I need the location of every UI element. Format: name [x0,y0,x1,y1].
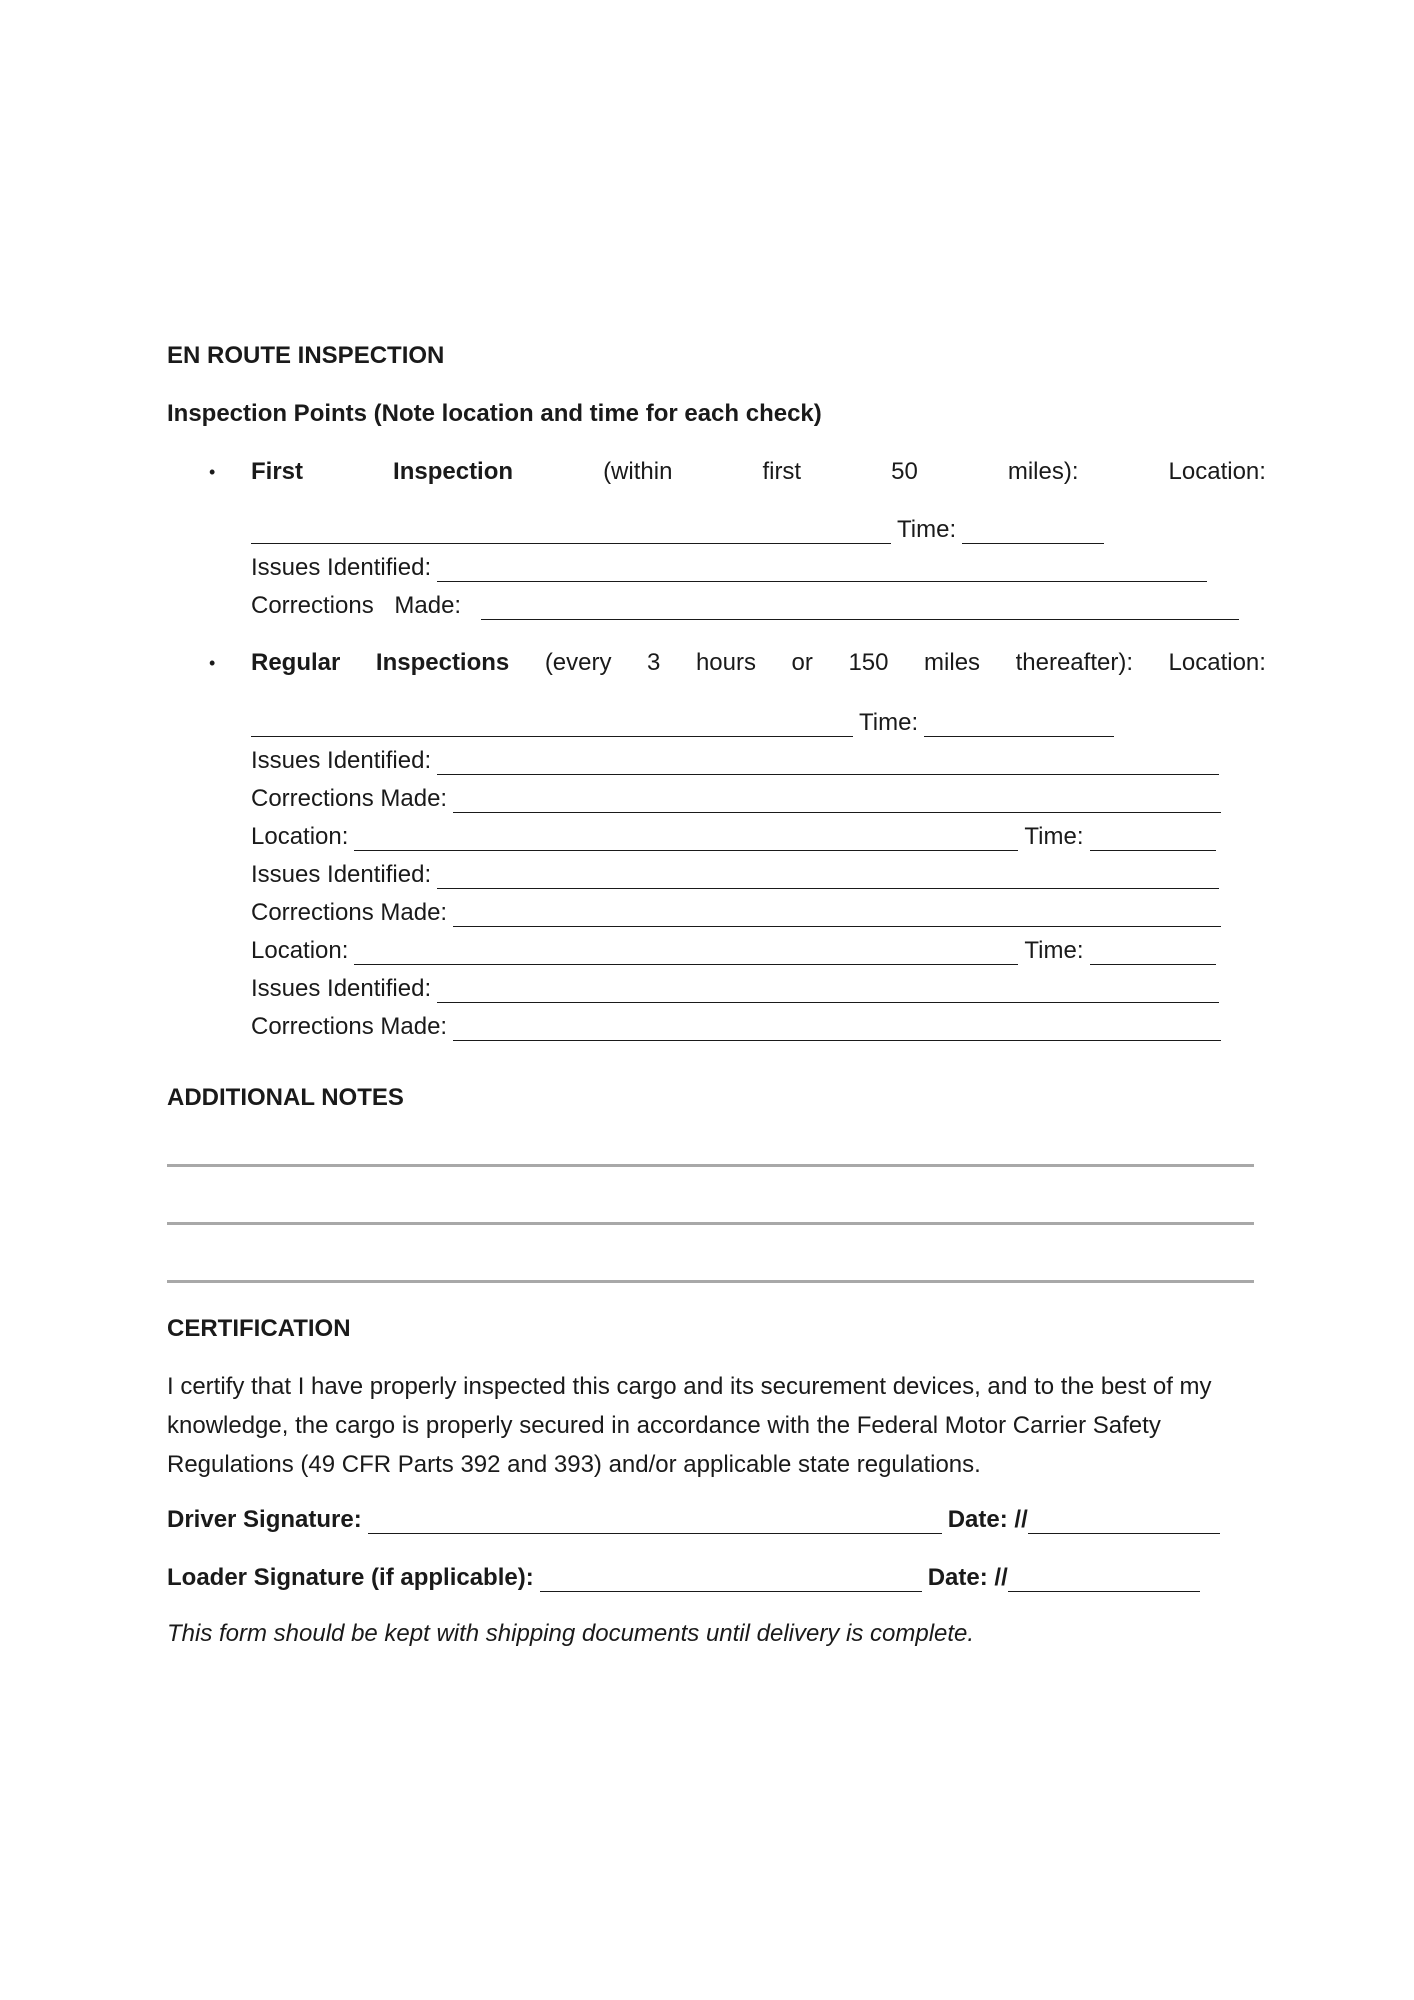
first-time-field[interactable] [962,521,1104,544]
regular-time-field-3[interactable] [1090,942,1216,965]
regular-location-field-2[interactable] [354,828,1018,851]
first-issues-label: Issues Identified: [251,554,432,581]
regular-time-field-2[interactable] [1090,828,1216,851]
first-word-6: miles): [1007,458,1079,485]
regular-corrections-field-3[interactable] [453,1018,1221,1041]
regular-location-row-2 [251,823,1222,851]
first-word-1: First [251,458,304,485]
first-inspection-heading [251,458,1266,486]
regular-word-4: 3 [647,649,661,676]
regular-word-2: Inspections [375,649,510,676]
regular-corrections-label-1: Corrections Made: [251,785,448,812]
section-title-certification: CERTIFICATION [167,1315,351,1342]
regular-word-5: hours [695,649,756,676]
first-word-2: Inspection [393,458,514,485]
regular-corrections-row-3 [251,1013,1227,1041]
first-location-field[interactable] [251,521,891,544]
section-title-additional-notes: ADDITIONAL NOTES [167,1084,404,1111]
driver-signature-field[interactable] [368,1511,942,1534]
regular-word-6: or [791,649,813,676]
loader-signature-field[interactable] [540,1569,922,1592]
first-word-7: Location: [1168,458,1266,485]
regular-location-time-row-1 [251,709,1120,737]
regular-corrections-label-3: Corrections Made: [251,1013,448,1040]
regular-issues-label-2: Issues Identified: [251,861,432,888]
regular-corrections-row-2 [251,899,1227,927]
loader-date-field[interactable] [1008,1569,1200,1592]
driver-signature-row [167,1506,1226,1534]
notes-line-2[interactable] [167,1222,1254,1225]
regular-issues-row-3 [251,975,1225,1003]
notes-line-3[interactable] [167,1280,1254,1283]
regular-issues-field-2[interactable] [437,866,1219,889]
first-issues-row [251,554,1213,582]
regular-issues-row-1 [251,747,1225,775]
regular-issues-label-1: Issues Identified: [251,747,432,774]
first-corrections-row [251,592,1245,620]
regular-location-field-1[interactable] [251,714,853,737]
loader-signature-row [167,1564,1206,1592]
regular-word-10: Location: [1168,649,1266,676]
first-corrections-field[interactable] [481,597,1239,620]
regular-inspections-heading [251,649,1266,677]
first-location-time-row [251,516,1110,544]
regular-issues-field-3[interactable] [437,980,1219,1003]
regular-time-label-3: Time: [1024,937,1084,964]
regular-corrections-label-2: Corrections Made: [251,899,448,926]
first-word-5: 50 [891,458,918,485]
regular-issues-field-1[interactable] [437,752,1219,775]
notes-line-1[interactable] [167,1164,1254,1167]
certification-statement: I certify that I have properly inspected this cargo and its securement devices, and to the best of my knowledge, the cargo is properly secured in accordance with the Federal Motor Carrier Safety Regulations (49 CFR Parts 392 and 393) and/or applicable state regulations. [167,1373,1212,1478]
first-word-3: (within [603,458,673,485]
regular-location-field-3[interactable] [354,942,1018,965]
inspection-points-subtitle: Inspection Points (Note location and time for each check) [167,400,822,427]
section-title-en-route: EN ROUTE INSPECTION [167,342,445,369]
first-time-label: Time: [897,516,957,543]
driver-signature-label: Driver Signature: [167,1506,362,1533]
regular-time-field-1[interactable] [924,714,1114,737]
regular-location-label-2: Location: [251,823,349,850]
loader-signature-label: Loader Signature (if applicable): [167,1564,534,1591]
regular-corrections-field-2[interactable] [453,904,1221,927]
regular-word-1: Regular [251,649,341,676]
regular-issues-label-3: Issues Identified: [251,975,432,1002]
regular-corrections-field-1[interactable] [453,790,1221,813]
first-issues-field[interactable] [437,559,1207,582]
first-corrections-label: Corrections Made: [251,592,462,619]
regular-word-9: thereafter): [1015,649,1133,676]
regular-location-label-3: Location: [251,937,349,964]
first-word-4: first [762,458,802,485]
regular-corrections-row-1 [251,785,1227,813]
bullet-first-inspection: • [209,462,216,482]
bullet-regular-inspections: • [209,653,216,673]
regular-word-7: 150 [848,649,889,676]
form-footer-note: This form should be kept with shipping documents until delivery is complete. [167,1620,975,1647]
regular-time-label-2: Time: [1024,823,1084,850]
regular-time-label-1: Time: [859,709,919,736]
regular-word-8: miles [924,649,981,676]
regular-issues-row-2 [251,861,1225,889]
regular-location-row-3 [251,937,1222,965]
driver-date-field[interactable] [1028,1511,1220,1534]
loader-date-label: Date: // [927,1564,1008,1591]
regular-word-3: (every [544,649,612,676]
driver-date-label: Date: // [947,1506,1028,1533]
